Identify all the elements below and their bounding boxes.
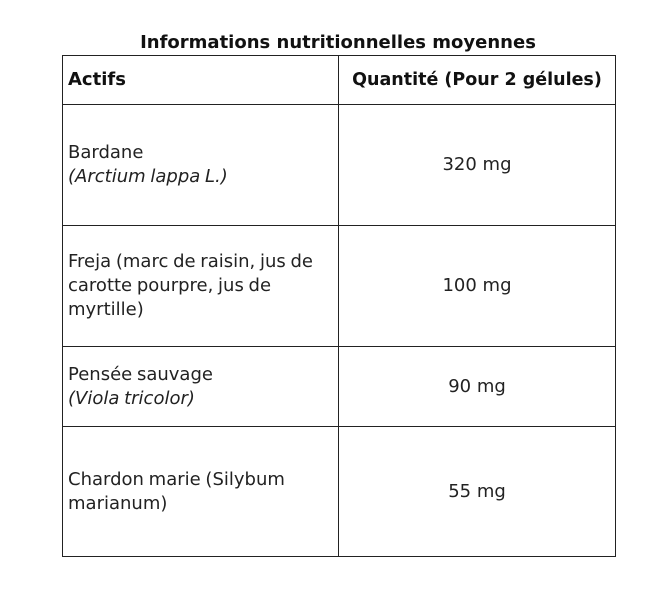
table-row	[63, 427, 616, 557]
quantity-cell: 100 mg	[339, 226, 616, 347]
active-name: Pensée sauvage	[68, 363, 213, 385]
active-name-cell	[63, 427, 339, 557]
quantity-cell: 55 mg	[339, 427, 616, 557]
header-actifs: Actifs	[63, 56, 339, 105]
active-name-cell	[63, 347, 339, 427]
active-latin-name: (Arctium lappa L.)	[68, 166, 228, 187]
table-row	[63, 105, 616, 226]
header-quantite: Quantité (Pour 2 gélules)	[339, 56, 616, 105]
active-name-cell	[63, 226, 339, 347]
quantity-cell: 320 mg	[339, 105, 616, 226]
table-row	[63, 347, 616, 427]
active-name: Chardon marie (Silybum marianum)	[68, 468, 285, 514]
active-name: Freja (marc de raisin, jus de carotte pourpre, jus de myrtille)	[68, 251, 313, 320]
table-title: Informations nutritionnelles moyennes	[140, 32, 536, 53]
header-row	[63, 56, 616, 105]
nutrition-table	[62, 55, 616, 557]
active-latin-name: (Viola tricolor)	[68, 387, 195, 409]
table-row	[63, 226, 616, 347]
quantity-cell: 90 mg	[339, 347, 616, 427]
active-name-cell	[63, 105, 339, 226]
active-name: Bardane	[68, 142, 144, 163]
